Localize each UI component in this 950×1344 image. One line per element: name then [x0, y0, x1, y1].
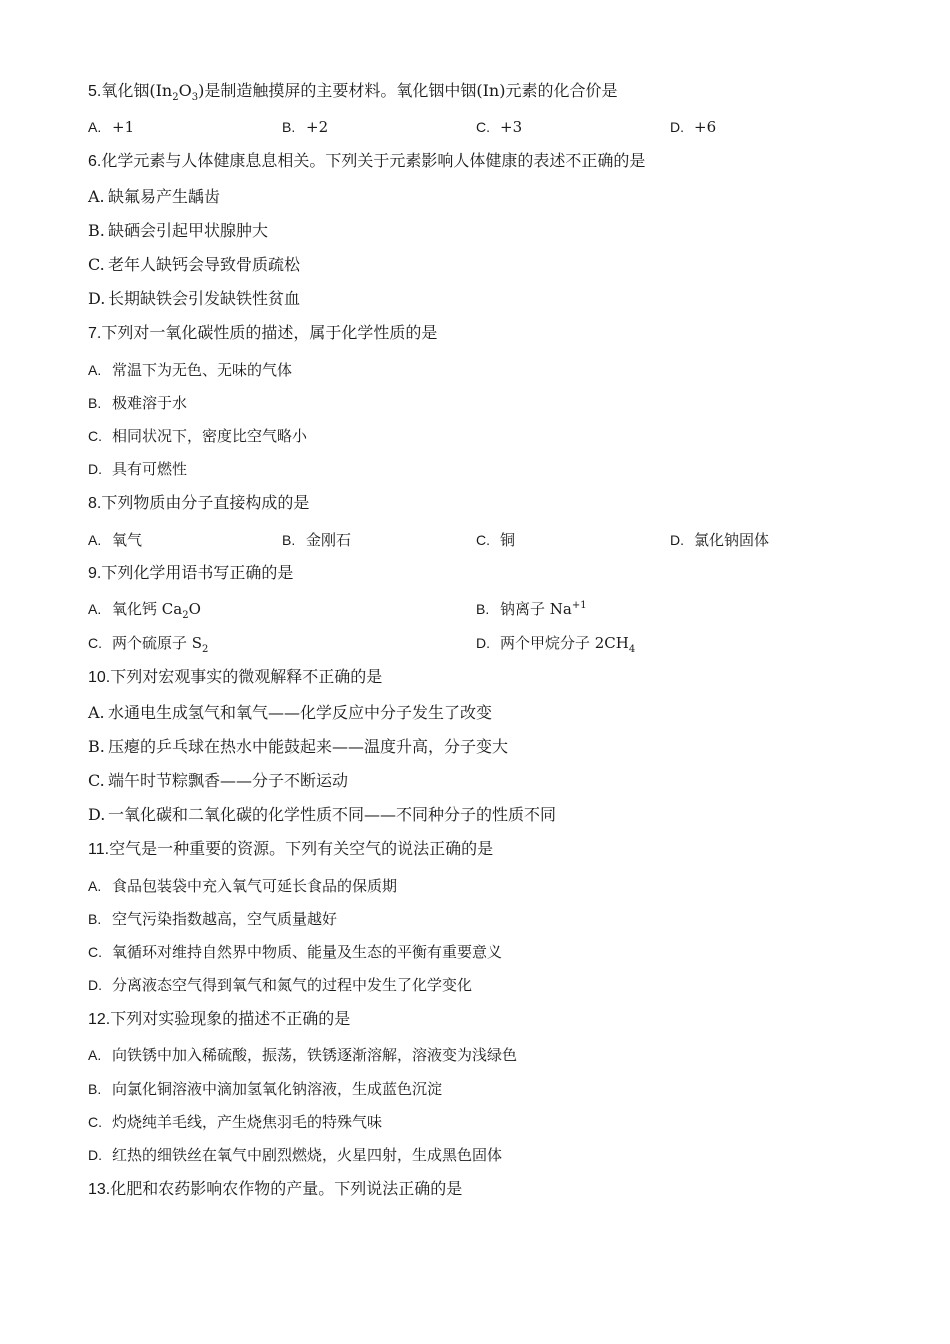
- option-c[interactable]: C. +3: [476, 118, 523, 136]
- option-b[interactable]: B. 缺硒会引起甲状腺肿大: [88, 221, 269, 240]
- question-number: 12.: [88, 1011, 111, 1028]
- option-d[interactable]: D. 分离液态空气得到氧气和氮气的过程中发生了化学变化: [88, 976, 473, 994]
- question-8-stem: 8.下列物质由分子直接构成的是: [88, 493, 310, 512]
- question-5-stem: 5.氧化铟$(In_2O_3)$是制造触摸屏的主要材料。氧化铟中铟(In)元素的化合价是: [88, 81, 618, 104]
- option-a[interactable]: A. 氧化钙 $Ca_2O$: [88, 600, 201, 621]
- question-number: 8.: [88, 495, 102, 512]
- question-number: 7.: [88, 325, 102, 342]
- option-b[interactable]: B. 向氯化铜溶液中滴加氢氧化钠溶液，生成蓝色沉淀: [88, 1080, 443, 1098]
- option-c[interactable]: C. 氧循环对维持自然界中物质、能量及生态的平衡有重要意义: [88, 943, 503, 961]
- option-b[interactable]: B. 极难溶于水: [88, 394, 188, 412]
- question-12-stem: 12.下列对实验现象的描述不正确的是: [88, 1009, 351, 1028]
- option-a[interactable]: A. 向铁锈中加入稀硫酸，振荡，铁锈逐渐溶解，溶液变为浅绿色: [88, 1046, 518, 1064]
- option-a[interactable]: A. +1: [88, 118, 135, 136]
- option-c[interactable]: C. 端午时节粽飘香——分子不断运动: [88, 771, 349, 790]
- option-d[interactable]: D. 氯化钠固体: [670, 531, 770, 549]
- option-b[interactable]: B. 金刚石: [282, 531, 352, 549]
- option-b[interactable]: B. 钠离子 $Na^{+1}$: [476, 600, 587, 618]
- option-a[interactable]: A. 食品包装袋中充入氧气可延长食品的保质期: [88, 877, 398, 895]
- question-number: 11.: [88, 841, 110, 858]
- option-c[interactable]: C. 相同状况下，密度比空气略小: [88, 427, 308, 445]
- option-a[interactable]: A. 水通电生成氢气和氧气——化学反应中分子发生了改变: [88, 703, 493, 722]
- question-number: 5.: [88, 83, 102, 100]
- option-c[interactable]: C. 两个硫原子 $S_2$: [88, 634, 209, 655]
- option-c[interactable]: C. 灼烧纯羊毛线，产生烧焦羽毛的特殊气味: [88, 1113, 383, 1131]
- option-d[interactable]: D. 红热的细铁丝在氧气中剧烈燃烧，火星四射，生成黑色固体: [88, 1146, 503, 1164]
- option-d[interactable]: D. +6: [670, 118, 717, 136]
- option-a[interactable]: A. 常温下为无色、无味的气体: [88, 361, 293, 379]
- option-c[interactable]: C. 老年人缺钙会导致骨质疏松: [88, 255, 301, 274]
- question-10-stem: 10.下列对宏观事实的微观解释不正确的是: [88, 667, 383, 686]
- question-11-stem: 11.空气是一种重要的资源。下列有关空气的说法正确的是: [88, 839, 494, 858]
- question-number: 10.: [88, 669, 111, 686]
- question-6-stem: 6.化学元素与人体健康息息相关。下列关于元素影响人体健康的表述不正确的是: [88, 151, 646, 170]
- question-number: 13.: [88, 1181, 111, 1198]
- option-d[interactable]: D. 具有可燃性: [88, 460, 188, 478]
- question-13-stem: 13.化肥和农药影响农作物的产量。下列说法正确的是: [88, 1179, 463, 1198]
- option-c[interactable]: C. 铜: [476, 531, 516, 549]
- option-b[interactable]: B. 空气污染指数越高，空气质量越好: [88, 910, 338, 928]
- question-number: 6.: [88, 153, 102, 170]
- question-9-stem: 9.下列化学用语书写正确的是: [88, 563, 294, 582]
- option-d[interactable]: D. 一氧化碳和二氧化碳的化学性质不同——不同种分子的性质不同: [88, 805, 557, 824]
- option-b[interactable]: B. 压瘪的乒乓球在热水中能鼓起来——温度升高，分子变大: [88, 737, 509, 756]
- option-d[interactable]: D. 长期缺铁会引发缺铁性贫血: [88, 289, 301, 308]
- question-7-stem: 7.下列对一氧化碳性质的描述，属于化学性质的是: [88, 323, 438, 342]
- option-d[interactable]: D. 两个甲烷分子 $2CH_4$: [476, 634, 636, 655]
- question-number: 9.: [88, 565, 102, 582]
- option-a[interactable]: A. 缺氟易产生龋齿: [88, 187, 221, 206]
- option-b[interactable]: B. +2: [282, 118, 329, 136]
- option-a[interactable]: A. 氧气: [88, 531, 143, 549]
